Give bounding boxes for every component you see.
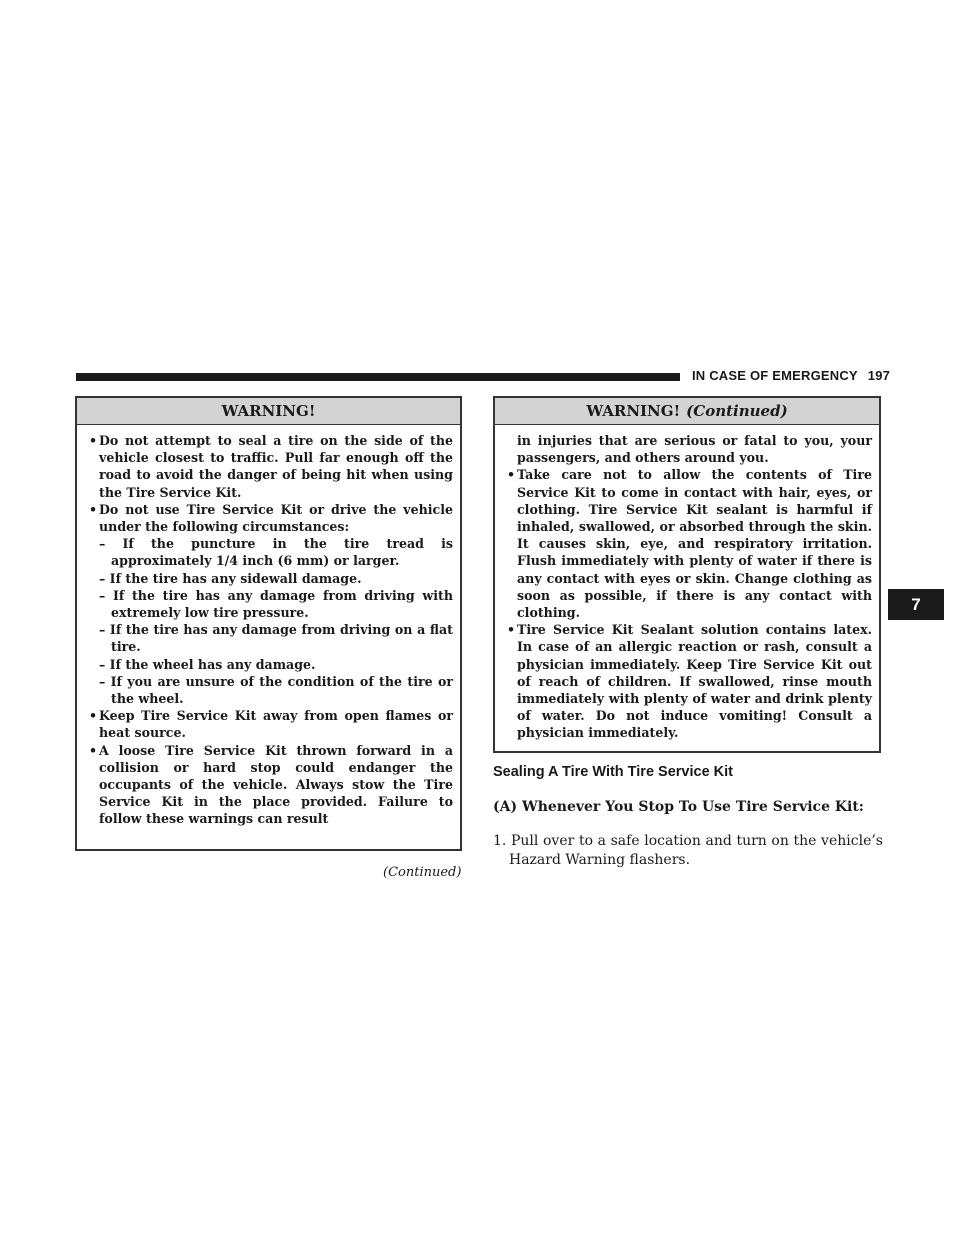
- header-rule: [76, 373, 680, 381]
- warning-bullet: • Do not attempt to seal a tire on the side of the vehicle closest to traffic. Pull far enough off the road to avoid the danger of being hit when using the Tire Service Kit.: [89, 433, 453, 500]
- warning-bullet: • Keep Tire Service Kit away from open flames or heat source.: [89, 708, 453, 741]
- continued-label: (Continued): [383, 865, 462, 880]
- warning-subitem: – If the tire has any sidewall damage.: [99, 570, 362, 586]
- page-number: 197: [867, 368, 891, 383]
- warning-subitem: – If the tire has any damage from driving with extremely low tire pressure.: [99, 587, 453, 621]
- warning-bullet: • A loose Tire Service Kit thrown forward in a collision or hard stop could endanger the occupants of the vehicle. Always stow the Tire Service Kit in the place provided. Failure to follow these warnings can result: [89, 742, 453, 827]
- warning-subitem: – If the puncture in the tire tread is approximately 1/4 inch (6 mm) or larger.: [99, 536, 453, 569]
- warning-continuation: in injuries that are serious or fatal to you, your passengers, and others around you.: [517, 433, 872, 466]
- warning-subitem: – If the tire has any damage from driving on a flat tire.: [99, 622, 453, 655]
- warning-bullet: • Do not use Tire Service Kit or drive the vehicle under the following circumstances:: [89, 501, 453, 535]
- warning-subitem: – If you are unsure of the condition of the tire or the wheel.: [99, 673, 453, 707]
- warning-bullet: • Tire Service Kit Sealant solution contains latex. In case of an allergic reaction or rash, consult a physician immediately. Keep Tire Service Kit out of reach of children. If swallowed, rinse mouth immediately with plenty of water and drink plenty of water. Do not induce vomiting! Consult a physician immediately.: [507, 622, 872, 741]
- warning-body: [495, 425, 879, 742]
- warning-box-left: [75, 396, 462, 851]
- chapter-tab: 7: [888, 589, 944, 620]
- section-subheading: (A) Whenever You Stop To Use Tire Service Kit:: [493, 799, 864, 815]
- warning-title: WARNING!: [77, 398, 460, 425]
- warning-box-right: [493, 396, 881, 753]
- instruction-step: 1. Pull over to a safe location and turn on the vehicle’s Hazard Warning flashers.: [493, 833, 883, 868]
- warning-subitem: – If the wheel has any damage.: [99, 656, 316, 672]
- running-header: [692, 368, 890, 383]
- section-heading: Sealing A Tire With Tire Service Kit: [493, 764, 734, 780]
- warning-body: [77, 425, 460, 828]
- header-section-title: IN CASE OF EMERGENCY: [692, 368, 858, 383]
- warning-title-suffix: (Continued): [686, 402, 788, 420]
- warning-title: WARNING! (Continued): [495, 398, 879, 425]
- warning-bullet: • Take care not to allow the contents of Tire Service Kit to come in contact with hair, eyes, or clothing. Tire Service Kit sealant is harmful if inhaled, swallowed, or absorbed through the skin. It causes skin, eye, and respiratory irritation. Flush immediately with plenty of water if there is any contact with eyes or skin. Change clothing as soon as possible, if there is any contact with clothing.: [507, 467, 872, 621]
